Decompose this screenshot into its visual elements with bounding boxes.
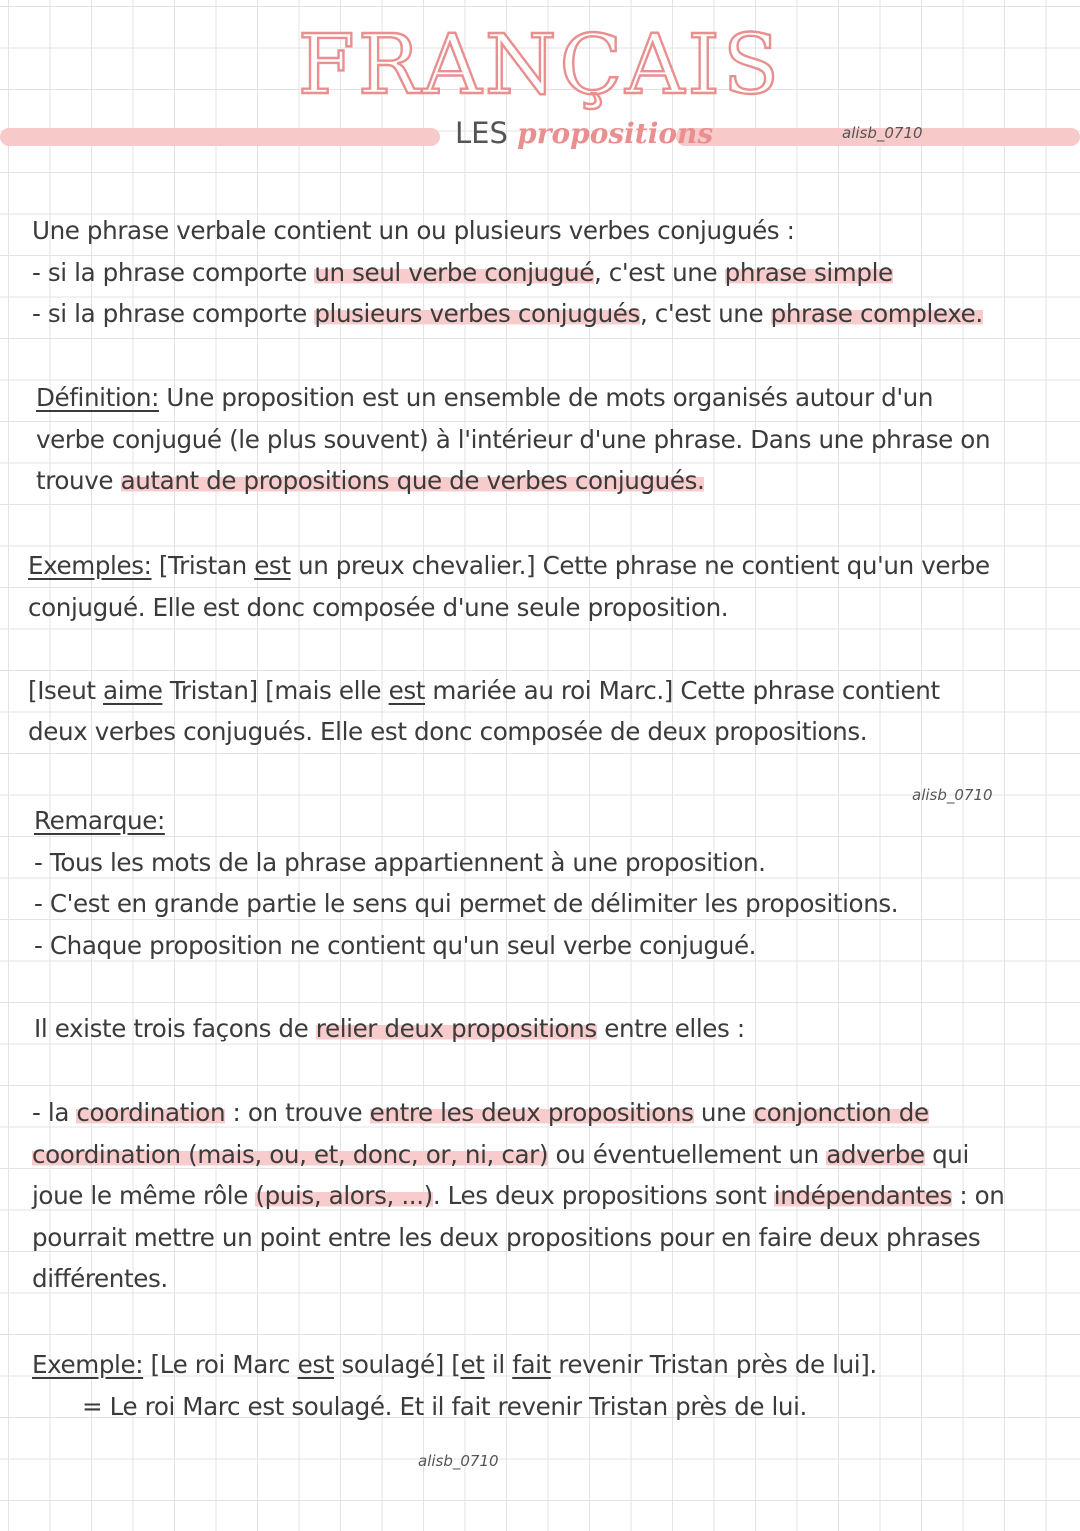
watermark-header: alisb_0710 [842, 124, 923, 142]
conjunction: et [460, 1350, 485, 1379]
coordination-block [32, 1092, 1062, 1300]
definition-line-2: verbe conjugué (le plus souvent) à l'intérieur d'une phrase. Dans une phrase on [36, 424, 991, 454]
ways-line: Il existe trois façons de relier deux propositions entre elles : [34, 1014, 745, 1043]
coordination-line-1: - la coordination : on trouve entre les deux propositions une conjonction de [32, 1098, 929, 1127]
remark-block [34, 800, 1064, 966]
definition-label: Définition: [36, 383, 159, 412]
highlight: indépendantes [773, 1181, 952, 1210]
coordination-line-3: joue le même rôle (puis, alors, ...). Les deux propositions sont indépendantes : on [32, 1181, 1005, 1210]
examples-label: Exemples: [28, 551, 152, 580]
final-example-block [32, 1344, 1062, 1427]
definition-line-1: Définition: Une proposition est un ensemble de mots organisés autour d'un [36, 383, 934, 412]
intro-line-2: - si la phrase comporte un seul verbe conjugué, c'est une phrase simple [32, 257, 893, 287]
final-example-line-2: = Le roi Marc est soulagé. Et il fait revenir Tristan près de lui. [82, 1391, 807, 1421]
subtitle [455, 116, 713, 150]
verb: est [254, 551, 291, 580]
remark-label-row [34, 800, 1064, 842]
highlight: entre les deux propositions [369, 1098, 694, 1127]
remark-item: - C'est en grande partie le sens qui permet de délimiter les propositions. [34, 889, 899, 918]
verb: est [388, 675, 425, 705]
page-title: FRANÇAIS [297, 18, 783, 113]
example-2-line-1: [Iseut aime Tristan] [mais elle est mariée au roi Marc.] Cette phrase contient [28, 675, 940, 705]
verb: aime [103, 675, 163, 705]
watermark-middle: alisb_0710 [912, 786, 993, 804]
example-2-line-2: deux verbes conjugués. Elle est donc composée de deux propositions. [28, 717, 868, 746]
highlight: conjonction de [753, 1098, 929, 1127]
verb: fait [512, 1350, 551, 1379]
title-band-left [0, 128, 440, 146]
highlight: autant de propositions que de verbes conjugués. [120, 466, 705, 495]
watermark-footer: alisb_0710 [418, 1452, 499, 1470]
verb: est [297, 1350, 334, 1379]
remark-label: Remarque: [34, 806, 165, 835]
highlight: plusieurs verbes conjugués [314, 299, 640, 328]
highlight: phrase complexe. [770, 299, 983, 328]
subtitle-script: propositions [517, 117, 714, 150]
coordination-line-2: coordination (mais, ou, et, donc, or, ni, car) ou éventuellement un adverbe qui [32, 1139, 969, 1169]
remark-item: - Tous les mots de la phrase appartiennent à une proposition. [34, 847, 766, 877]
highlight: adverbe [826, 1139, 925, 1169]
example-label: Exemple: [32, 1350, 144, 1379]
definition-block [36, 377, 1066, 502]
definition-line-3: trouve autant de propositions que de verbes conjugués. [36, 466, 705, 495]
highlight: relier deux propositions [315, 1014, 597, 1043]
highlight: un seul verbe conjugué [314, 257, 594, 287]
intro-line-1: Une phrase verbale contient un ou plusieurs verbes conjugués : [32, 216, 795, 245]
subtitle-prefix: LES [455, 116, 508, 150]
remark-item: - Chaque proposition ne contient qu'un seul verbe conjugué. [34, 930, 757, 960]
intro-block [32, 210, 1062, 335]
example-1-line-1: Exemples: [Tristan est un preux chevalier.] Cette phrase ne contient qu'un verbe [28, 551, 990, 580]
highlight: (puis, alors, ...) [255, 1181, 433, 1210]
example-1-line-2: conjugué. Elle est donc composée d'une seule proposition. [28, 592, 729, 622]
coordination-line-4: pourrait mettre un point entre les deux propositions pour en faire deux phrases [32, 1222, 981, 1252]
intro-line-3: - si la phrase comporte plusieurs verbes conjugués, c'est une phrase complexe. [32, 299, 983, 328]
final-example-line-1: Exemple: [Le roi Marc est soulagé] [et il fait revenir Tristan près de lui]. [32, 1350, 877, 1379]
highlight: phrase simple [724, 257, 893, 287]
coordination-line-5: différentes. [32, 1264, 168, 1293]
examples-block [28, 545, 1058, 753]
highlight: coordination (mais, ou, et, donc, or, ni, car) [32, 1139, 549, 1169]
highlight: coordination [76, 1098, 226, 1127]
